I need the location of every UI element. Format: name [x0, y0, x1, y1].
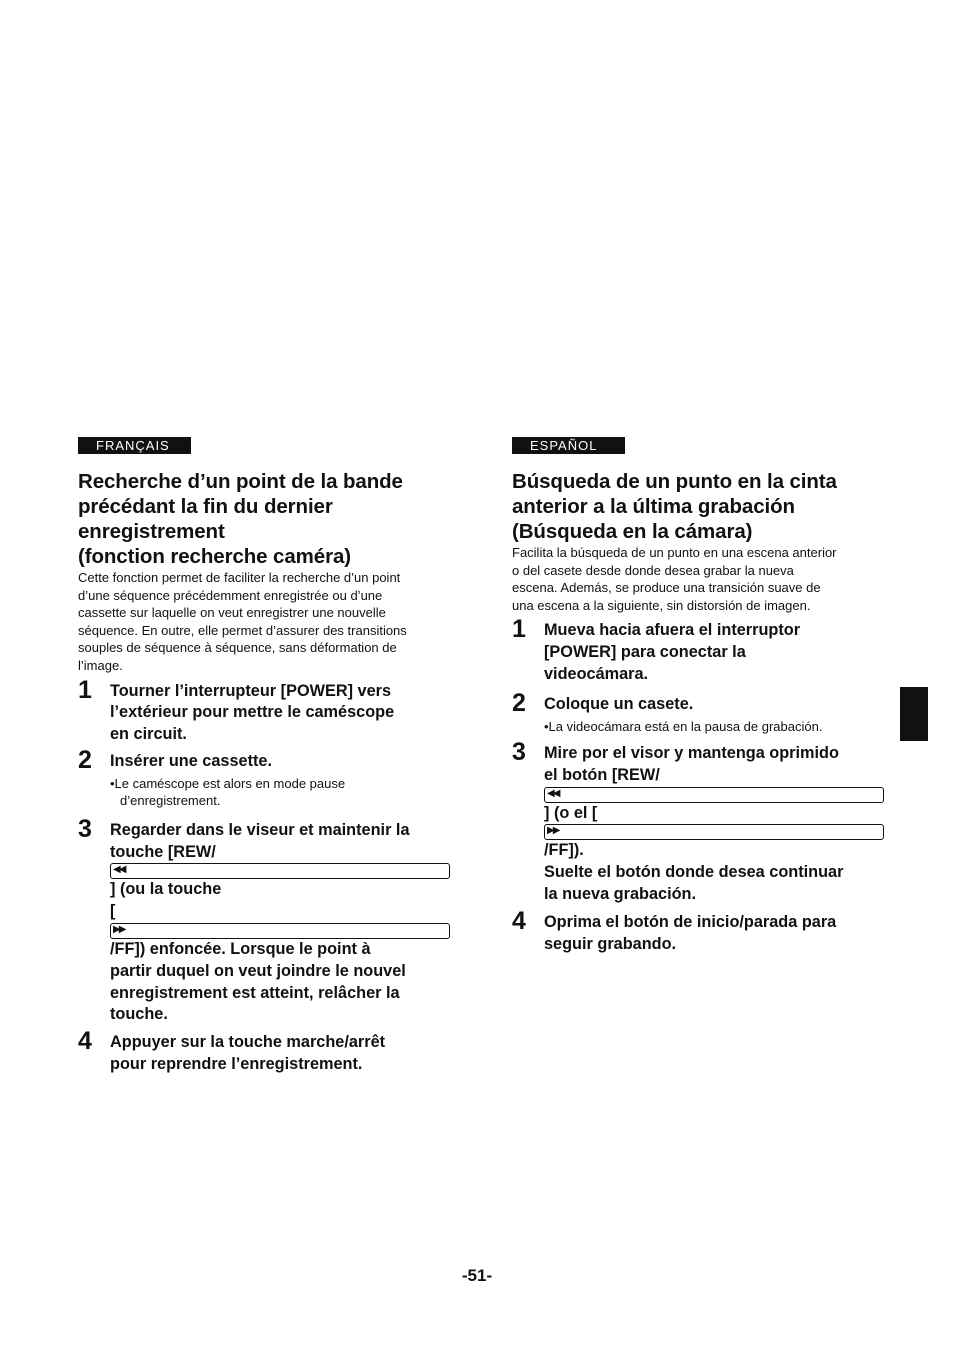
step-2-french: 2 Insérer une cassette. •Le caméscope est alors en mode pause d’enregistrement. [78, 751, 450, 810]
section-title-spanish: Búsqueda de un punto en la cinta anterior a la última grabación (Búsqueda en la cámara) [512, 470, 837, 543]
fast-forward-icon: ▶▶ [544, 824, 884, 840]
intro-paragraph-french: Cette fonction permet de faciliter la recherche d’un point d’une séquence précédemment enregistrée ou d’une cassette sur laquelle on veut enregistrer une nouvelle séquence. En outre, elle permet d’assurer des transitions souples de séquence à séquence, sans déformation de l’image. [78, 570, 407, 673]
language-tab-spanish: ESPAÑOL [512, 437, 625, 454]
step-3-spanish: 3 Mire por el visor y mantenga oprimido el botón [REW/ ◀◀ ] (o el [ ▶▶ /FF]). Suelte el botón donde desea continuar la nueva grabación. [512, 743, 884, 906]
step-number: 2 [512, 688, 526, 717]
step-number: 1 [512, 615, 526, 644]
rewind-icon: ◀◀ [544, 787, 884, 803]
step-1-spanish: 1 Mueva hacia afuera el interruptor [POWER] para conectar la videocámara. [512, 615, 801, 683]
step-4-french: 4 Appuyer sur la touche marche/arrêt pour reprendre l’enregistrement. [78, 1027, 386, 1073]
french-column [78, 437, 450, 1076]
step-number: 4 [512, 906, 526, 935]
step-note-french: •Le caméscope est alors en mode pause d’enregistrement. [110, 775, 346, 809]
step-number: 3 [78, 814, 92, 843]
page-number: -51- [461, 1266, 493, 1285]
fast-forward-icon: ▶▶ [110, 923, 450, 939]
step-note-spanish: •La videocámara está en la pausa de grabación. [544, 718, 823, 734]
intro-paragraph-spanish: Facilita la búsqueda de un punto en una escena anterior o del casete desde donde desea grabar la nueva escena. Además, se produce una transición suave de una escena a la siguiente, sin distorsión de imagen. [512, 545, 837, 613]
step-number: 3 [512, 738, 526, 767]
step-3-french: 3 Regarder dans le viseur et maintenir la touche [REW/ ◀◀ ] (ou la touche [ ▶▶ /FF]) enfoncée. Lorsque le point à partir duquel on veut joindre le nouvel enregistrement est atteint, relâcher la touche. [78, 820, 450, 1026]
step-2-spanish: 2 Coloque un casete. •La videocámara está en la pausa de grabación. [512, 694, 884, 735]
step-number: 1 [78, 675, 92, 704]
step-4-spanish: 4 Oprima el botón de inicio/parada para seguir grabando. [512, 906, 837, 953]
language-tab-french: FRANÇAIS [78, 437, 191, 454]
section-edge-tab [900, 687, 928, 741]
step-1-french: 1 Tourner l’interrupteur [POWER] vers l’extérieur pour mettre le caméscope en circuit. [78, 675, 395, 744]
spanish-column [512, 437, 884, 955]
section-title-french: Recherche d’un point de la bande précédant la fin du dernier enregistrement (fonction recherche caméra) [78, 470, 403, 568]
rewind-icon: ◀◀ [110, 863, 450, 879]
step-number: 2 [78, 745, 92, 774]
step-number: 4 [78, 1027, 92, 1056]
